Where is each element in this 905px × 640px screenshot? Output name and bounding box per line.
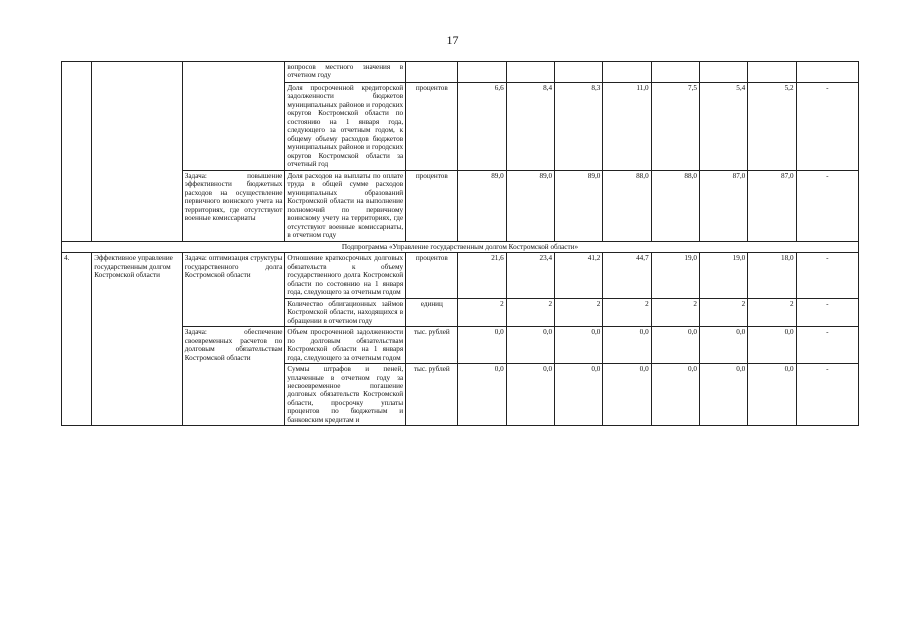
value-cell: 19,0 — [651, 253, 699, 298]
value-cell: 0,0 — [651, 364, 699, 426]
task-cell: Задача: оптимизация структуры государственного долга Костромской области — [182, 253, 285, 327]
task-cell-empty — [182, 62, 285, 171]
value-cell: 2 — [458, 298, 506, 326]
value-cell: 7,5 — [651, 83, 699, 171]
indicator-cell: Отношение краткосрочных долговых обязательств к объему государственного долга Костромской области по состоянию на 1 января года, следующего за отчетным годом — [285, 253, 406, 298]
indicator-cell: Суммы штрафов и пеней, уплаченные в отчетном году за несвоевременное погашение долговых обязательств Костромской области, просрочку уплаты процентов по бюджетным и банковским кредитам и — [285, 364, 406, 426]
unit-cell: процентов — [406, 253, 458, 298]
value-cell: 87,0 — [699, 170, 747, 241]
value-cell: 0,0 — [748, 364, 796, 426]
indicator-cell: Доля расходов на выплаты по оплате труда в общей сумме расходов муниципальных образований Костромской области на выполнение полномочий по первичному воинскому учету на территориях, где отсутствуют военные комиссариаты, в отчетном году — [285, 170, 406, 241]
last-cell: - — [796, 83, 858, 171]
value-cell: 11,0 — [603, 83, 651, 171]
value-cell: 0,0 — [458, 327, 506, 364]
value-cell: 41,2 — [555, 253, 603, 298]
number-cell-empty — [62, 62, 92, 242]
value-cell: 2 — [506, 298, 554, 326]
value-cell: 0,0 — [699, 327, 747, 364]
value-cell: 21,6 — [458, 253, 506, 298]
value-cell: 2 — [699, 298, 747, 326]
indicator-cell: Количество облигационных займов Костромской области, находящихся в обращении в отчетном году — [285, 298, 406, 326]
value-cell: 44,7 — [603, 253, 651, 298]
task-cell: Задача: повышение эффективности бюджетных расходов на осуществление первичного воинского учета на территориях, где отсутствуют военные комиссариаты — [182, 170, 285, 241]
value-cell: 89,0 — [506, 170, 554, 241]
subprogram-row — [62, 241, 859, 252]
last-cell: - — [796, 170, 858, 241]
unit-cell: процентов — [406, 170, 458, 241]
value-cell: 8,4 — [506, 83, 554, 171]
value-cell: 2 — [603, 298, 651, 326]
value-cell: 0,0 — [506, 327, 554, 364]
value-cell: 0,0 — [603, 327, 651, 364]
value-cell: 0,0 — [699, 364, 747, 426]
table-row-continuation — [62, 62, 859, 83]
value-cell: 0,0 — [458, 364, 506, 426]
goal-cell-empty — [92, 62, 183, 242]
value-cell: 5,4 — [699, 83, 747, 171]
page-number: 17 — [446, 33, 459, 47]
last-cell: - — [796, 327, 858, 364]
subprogram-title: Подпрограмма «Управление государственным долгом Костромской области» — [62, 241, 859, 252]
value-cell: 0,0 — [506, 364, 554, 426]
value-cell: 0,0 — [651, 327, 699, 364]
value-cell: 6,6 — [458, 83, 506, 171]
last-cell: - — [796, 298, 858, 326]
last-cell: - — [796, 253, 858, 298]
number-cell: 4. — [62, 253, 92, 426]
value-cell: 8,3 — [555, 83, 603, 171]
value-cell: 19,0 — [699, 253, 747, 298]
last-cell: - — [796, 364, 858, 426]
indicator-cell: вопросов местного значения в отчетном году — [285, 62, 406, 83]
goal-cell: Эффективное управление государственным долгом Костромской области — [92, 253, 183, 426]
value-cell: 18,0 — [748, 253, 796, 298]
indicators-table — [61, 61, 859, 426]
value-cell: 0,0 — [555, 327, 603, 364]
value-cell: 2 — [651, 298, 699, 326]
unit-cell: единиц — [406, 298, 458, 326]
value-cell: 0,0 — [603, 364, 651, 426]
value-cell: 0,0 — [748, 327, 796, 364]
unit-cell: процентов — [406, 83, 458, 171]
unit-cell: тыс. рублей — [406, 364, 458, 426]
value-cell: 87,0 — [748, 170, 796, 241]
value-cell: 88,0 — [651, 170, 699, 241]
value-cell: 0,0 — [555, 364, 603, 426]
value-cell: 5,2 — [748, 83, 796, 171]
value-cell: 2 — [555, 298, 603, 326]
value-cell: 23,4 — [506, 253, 554, 298]
indicator-cell: Доля просроченной кредиторской задолженности бюджетов муниципальных районов и городских округов Костромской области по состоянию на 1 января года, следующего за отчетным годом, к общему объему расходов бюджетов муниципальных районов и городских округов Костромской области за отчетный год — [285, 83, 406, 171]
indicator-cell: Объем просроченной задолженности по долговым обязательствам Костромской области на 1 января года, следующего за отчетным годом — [285, 327, 406, 364]
value-cell: 89,0 — [555, 170, 603, 241]
table-row — [62, 253, 859, 298]
unit-cell: тыс. рублей — [406, 327, 458, 364]
value-cell: 88,0 — [603, 170, 651, 241]
value-cell: 89,0 — [458, 170, 506, 241]
value-cell: 2 — [748, 298, 796, 326]
task-cell: Задача: обеспечение своевременных расчетов по долговым обязательствам Костромской области — [182, 327, 285, 426]
